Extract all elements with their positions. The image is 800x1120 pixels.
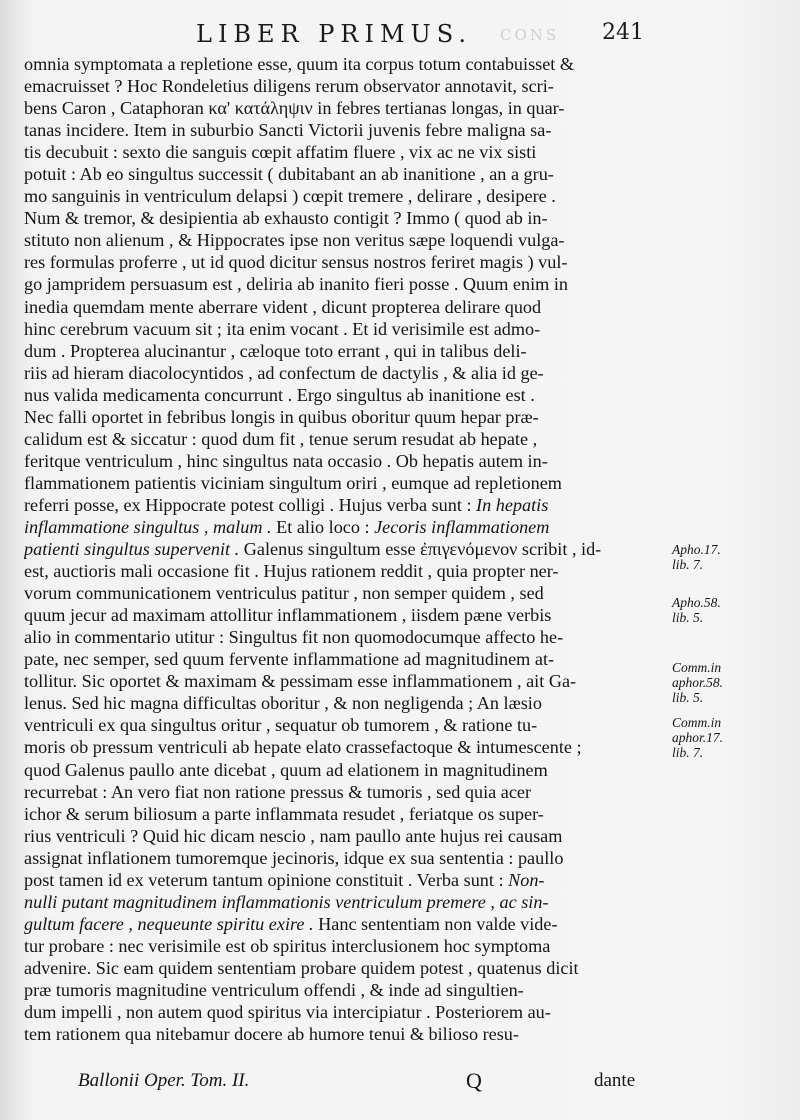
text-run: Num & tremor, & desipientia ab exhausto contigit ? Immo ( quod ab in- (24, 208, 548, 229)
margin-note-line: Comm.in (672, 660, 722, 675)
text-line (24, 670, 660, 692)
margin-note-line: lib. 7. (672, 745, 704, 760)
italic-text-run: Jecoris inflammationem (374, 516, 550, 537)
margin-note (672, 595, 792, 625)
text-line (24, 163, 660, 185)
page-footer (0, 1068, 800, 1098)
text-run: potuit : Ab eo singultus successit ( dubitabant an ab inanitione , an a gru- (24, 164, 554, 185)
margin-note-line: aphor.17. (672, 730, 724, 745)
margin-note (672, 715, 792, 760)
margin-note-line: lib. 5. (672, 610, 704, 625)
text-line (24, 318, 660, 340)
catchword: dante (594, 1070, 636, 1091)
text-run: hinc cerebrum vacuum sit ; ita enim vocant . Et id verisimile est admo- (24, 318, 541, 339)
text-run: lenus. Sed hic magna difficultas oboritur , & non negligenda ; An læsio (24, 693, 542, 714)
text-run: tollitur. Sic oportet & maximam & pessimam esse inflammationem , ait Ga- (24, 671, 577, 692)
text-line (24, 384, 660, 406)
text-line (24, 472, 660, 494)
italic-text-run: gultum facere , nequeunte spiritu exire . (24, 913, 314, 934)
bleed-through-text: CONS (500, 26, 560, 44)
text-run: tis decubuit : sexto die sanguis cœpit affatim fluere , vix ac ne vix sisti (24, 142, 537, 163)
text-run: Galenus singultum esse ἐπιγενόμενον scribit , id- (239, 539, 602, 560)
text-run: moris ob pressum ventriculi ab hepate elato crassefactoque & intumescente ; (24, 737, 582, 758)
text-line (24, 207, 660, 229)
text-line (24, 759, 660, 781)
italic-text-run: inflammatione singultus , malum . (24, 516, 272, 537)
text-run: est, auctioris mali occasione fit . Hujus rationem reddit , quia propter ner- (24, 561, 559, 582)
italic-text-run: In hepatis (476, 494, 549, 515)
text-line (24, 185, 660, 207)
text-line (24, 538, 660, 560)
margin-note-line: aphor.58. (672, 675, 724, 690)
text-line (24, 141, 660, 163)
italic-text-run: Non- (508, 869, 545, 890)
text-run: mo sanguinis in ventriculum delapsi ) cœpit tremere , delirare , desipere . (24, 186, 556, 207)
text-run: quod Galenus paullo ante dicebat , quum ad elationem in magnitudinem (24, 759, 548, 780)
text-run: recurrebat : An vero fiat non ratione pressus & tumoris , sed quia acer (24, 781, 532, 802)
text-line (24, 406, 660, 428)
text-run: emacruisset ? Hoc Rondeletius diligens rerum observator annotavit, scri- (24, 76, 554, 97)
running-title: LIBER PRIMUS. (196, 20, 472, 48)
text-run: tanas incidere. Item in suburbio Sancti Victorii juvenis febre maligna sa- (24, 120, 552, 141)
italic-text-run: patienti singultus supervenit . (24, 539, 240, 560)
text-run: advenire. Sic eam quidem sententiam probare quidem potest , quatenus dicit (24, 957, 579, 978)
text-line (24, 869, 660, 891)
text-line (24, 979, 660, 1001)
text-line (24, 560, 660, 582)
signature-line: Ballonii Oper. Tom. II. (78, 1070, 250, 1091)
text-line (24, 428, 660, 450)
signature-mark: Q (466, 1068, 482, 1093)
text-line (24, 957, 660, 979)
italic-text-run: nulli putant magnitudinem inflammationis ventriculum premere , ac sin- (24, 891, 549, 912)
text-run: ichor & serum biliosum a parte inflammata resudet , feriatque os super- (24, 803, 544, 824)
text-line (24, 626, 660, 648)
text-line (24, 229, 660, 251)
text-line (24, 251, 660, 273)
text-line (24, 648, 660, 670)
margin-note (672, 660, 792, 705)
text-run: bens Caron , Cataphoran κα' κατάληψιν in febres tertianas longas, in quar- (24, 98, 565, 119)
text-line (24, 516, 660, 538)
margin-note-line: lib. 7. (672, 557, 704, 572)
margin-note-line: Apho.58. (672, 595, 721, 610)
text-line (24, 891, 660, 913)
text-line (24, 582, 660, 604)
text-run: præ tumoris magnitudine ventriculum offendi , & inde ad singultien- (24, 979, 524, 1000)
text-line (24, 604, 660, 626)
text-run: ventriculi ex qua singultus oritur , sequatur ob tumorem , & ratione tu- (24, 715, 538, 736)
text-run: res formulas proferre , ut id quod dicitur sensus nostros feriret magis ) vul- (24, 252, 568, 273)
text-line (24, 1023, 660, 1045)
text-run: dum . Propterea alucinantur , cæloque toto errant , qui in talibus deli- (24, 340, 527, 361)
text-line (24, 825, 660, 847)
text-line (24, 781, 660, 803)
margin-note-line: Comm.in (672, 715, 722, 730)
text-line (24, 803, 660, 825)
text-run: flammationem patientis viciniam singultum oriri , eumque ad repletionem (24, 472, 562, 493)
text-line (24, 847, 660, 869)
text-line (24, 494, 660, 516)
text-line (24, 75, 660, 97)
text-line (24, 119, 660, 141)
text-line (24, 1001, 660, 1023)
margin-note-line: Apho.17. (672, 542, 721, 557)
text-line (24, 450, 660, 472)
text-run: tur probare : nec verisimile est ob spiritus interclusionem hoc symptoma (24, 935, 551, 956)
text-run: stituto non alienum , & Hippocrates ipse non veritus sæpe loquendi vulga- (24, 230, 565, 251)
text-line (24, 935, 660, 957)
text-run: inedia quemdam mente aberrare vident , dicunt propterea delirare quod (24, 296, 542, 317)
running-header (0, 18, 800, 52)
text-line (24, 53, 660, 75)
text-run: pate, nec semper, sed quum fervente inflammatione ad magnitudinem at- (24, 649, 555, 670)
text-run: rius ventriculi ? Quid hic dicam nescio , nam paullo ante hujus rei causam (24, 825, 563, 846)
text-run: assignat inflationem tumoremque jecinoris, idque ex sua sententia : paullo (24, 847, 564, 868)
page-number: 241 (602, 20, 644, 45)
text-run: dum impelli , non autem quod spiritus via intercipiatur . Posteriorem au- (24, 1002, 551, 1023)
text-line (24, 736, 660, 758)
text-line (24, 296, 660, 318)
text-run: Nec falli oportet in febribus longis in quibus oboritur quum hepar præ- (24, 406, 539, 427)
text-line (24, 362, 660, 384)
text-line (24, 97, 660, 119)
text-line (24, 273, 660, 295)
text-run: quum jecur ad maximam attollitur inflammationem , iisdem pæne verbis (24, 605, 552, 626)
text-line (24, 913, 660, 935)
text-run: alio in commentario utitur : Singultus fit non quomodocumque affecto he- (24, 627, 564, 648)
text-run: feritque ventriculum , hinc singultus nata occasio . Ob hepatis autem in- (24, 450, 548, 471)
margin-note-line: lib. 5. (672, 690, 704, 705)
text-run: Et alio loco : (271, 516, 375, 537)
text-run: calidum est & siccatur : quod dum fit , tenue serum resudat ab hepate , (24, 428, 538, 449)
text-run: post tamen id ex veterum tantum opinione constituit . Verba sunt : (24, 869, 509, 890)
text-run: Hanc sententiam non valde vide- (313, 913, 558, 934)
text-line (24, 692, 660, 714)
text-line (24, 714, 660, 736)
text-run: referri posse, ex Hippocrate potest colligi . Hujus verba sunt : (24, 494, 477, 515)
text-run: omnia symptomata a repletione esse, quum ita corpus totum contabuisset & (24, 54, 575, 74)
main-text-block (24, 53, 660, 1045)
text-run: tem rationem qua nitebamur docere ab humore tenui & bilioso resu- (24, 1024, 519, 1045)
text-run: go jampridem persuasum est , deliria ab inanito fieri posse . Quum enim in (24, 274, 568, 295)
text-line (24, 340, 660, 362)
text-run: riis ad hieram diacolocyntidos , ad confectum de dactylis , & alia id ge- (24, 362, 544, 383)
text-run: vorum communicationem ventriculus patitur , non semper quidem , sed (24, 583, 544, 604)
margin-note (672, 542, 792, 572)
text-run: nus valida medicamenta concurrunt . Ergo singultus ab inanitione est . (24, 384, 535, 405)
